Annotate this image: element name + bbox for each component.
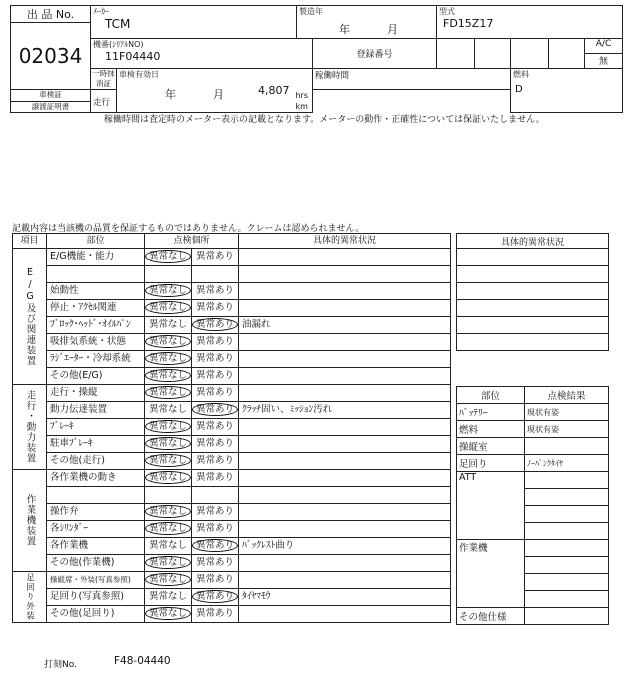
detail-text bbox=[239, 555, 451, 572]
transfer-cert-label: 譲渡証明書 bbox=[11, 101, 91, 113]
inspection-row bbox=[13, 249, 451, 266]
status-abnormal: 異常あり bbox=[196, 336, 235, 347]
part-name: その他(E/G) bbox=[47, 368, 145, 385]
status-normal-cell bbox=[145, 606, 192, 623]
inspection-row bbox=[13, 453, 451, 470]
maker-value: TCM bbox=[105, 17, 131, 31]
year-label: 製造年 bbox=[299, 7, 323, 16]
status-normal: 異常なし bbox=[145, 556, 191, 569]
status-normal-cell bbox=[145, 555, 192, 572]
status-normal-cell bbox=[145, 266, 192, 283]
status-abnormal-cell bbox=[192, 589, 239, 606]
status-normal-cell bbox=[145, 487, 192, 504]
part-name: 走行・操縦 bbox=[47, 385, 145, 402]
inspection-row bbox=[13, 300, 451, 317]
category-work: 作業機装置 bbox=[13, 470, 47, 572]
status-normal: 異常なし bbox=[145, 335, 191, 348]
side-other-label: その他仕様 bbox=[457, 608, 525, 625]
side-att-label: ATT bbox=[457, 472, 525, 540]
status-normal: 異常なし bbox=[149, 404, 188, 415]
status-abnormal: 異常あり bbox=[196, 574, 235, 585]
status-normal-cell bbox=[145, 385, 192, 402]
status-abnormal: 異常あり bbox=[196, 523, 235, 534]
status-normal: 異常なし bbox=[145, 250, 191, 263]
detail-text bbox=[239, 504, 451, 521]
status-abnormal-cell bbox=[192, 402, 239, 419]
part-name: 動力伝達装置 bbox=[47, 402, 145, 419]
part-name: ﾌﾞﾚｰｷ bbox=[47, 419, 145, 436]
status-normal-cell bbox=[145, 589, 192, 606]
status-abnormal: 異常あり bbox=[196, 506, 235, 517]
status-abnormal: 異常あり bbox=[196, 387, 235, 398]
status-normal: 異常なし bbox=[145, 386, 191, 399]
detail-text: ﾀｲﾔﾏﾓｳ bbox=[239, 589, 451, 606]
status-abnormal-cell bbox=[192, 487, 239, 504]
inspection-row bbox=[13, 538, 451, 555]
status-normal-cell bbox=[145, 538, 192, 555]
status-normal-cell bbox=[145, 368, 192, 385]
part-name: その他(作業機) bbox=[47, 555, 145, 572]
part-name: E/G機能・能力 bbox=[47, 249, 145, 266]
inspection-row bbox=[13, 385, 451, 402]
inspection-row bbox=[13, 589, 451, 606]
detail-text bbox=[239, 572, 451, 589]
status-abnormal-cell bbox=[192, 521, 239, 538]
inspection-row bbox=[13, 283, 451, 300]
meter-note: 稼働時間は査定時のメーター表示の記載となります。メーターの動作・正確性については保証いたしません。 bbox=[104, 115, 545, 125]
status-abnormal-cell bbox=[192, 300, 239, 317]
side-part: 操縦室 bbox=[457, 438, 525, 455]
status-normal-cell bbox=[145, 317, 192, 334]
detail-text: ｸﾗｯﾁ固い、ﾐｯｼｮﾝ汚れ bbox=[239, 402, 451, 419]
inspection-row bbox=[13, 368, 451, 385]
model-value: FD15Z17 bbox=[443, 17, 494, 30]
status-normal-cell bbox=[145, 283, 192, 300]
status-abnormal: 異常あり bbox=[196, 557, 235, 568]
month-unit: 月 bbox=[387, 23, 398, 36]
status-abnormal: 異常あり bbox=[192, 318, 238, 331]
valid-label: 車検有効日 bbox=[119, 70, 159, 79]
inspection-row bbox=[13, 555, 451, 572]
detail-text bbox=[239, 266, 451, 283]
travel-label: 走行 bbox=[93, 98, 111, 108]
status-normal: 異常なし bbox=[145, 420, 191, 433]
status-normal-cell bbox=[145, 436, 192, 453]
side-part-header: 部位 bbox=[457, 387, 525, 404]
status-normal: 異常なし bbox=[145, 573, 191, 586]
status-normal: 異常なし bbox=[145, 505, 191, 518]
vehicle-header-table bbox=[10, 5, 623, 113]
part-name: 各ｼﾘﾝﾀﾞｰ bbox=[47, 521, 145, 538]
status-abnormal-cell bbox=[192, 606, 239, 623]
detail-text bbox=[239, 334, 451, 351]
category-feet: 足回り外装 bbox=[13, 572, 47, 623]
status-abnormal-cell bbox=[192, 453, 239, 470]
part-name: 各作業機の動き bbox=[47, 470, 145, 487]
inspection-row bbox=[13, 351, 451, 368]
side-part: ﾊﾞｯﾃﾘｰ bbox=[457, 404, 525, 421]
stock-no-cell bbox=[11, 23, 91, 90]
inspection-row bbox=[13, 419, 451, 436]
status-normal-cell bbox=[145, 402, 192, 419]
status-abnormal: 異常あり bbox=[192, 590, 238, 603]
status-abnormal-cell bbox=[192, 470, 239, 487]
status-normal-cell bbox=[145, 334, 192, 351]
inspection-row bbox=[13, 504, 451, 521]
status-abnormal-cell bbox=[192, 317, 239, 334]
status-normal: 異常なし bbox=[149, 319, 188, 330]
status-abnormal: 異常あり bbox=[192, 403, 238, 416]
status-normal-cell bbox=[145, 453, 192, 470]
detail-text bbox=[239, 606, 451, 623]
year-unit: 年 bbox=[339, 23, 350, 36]
manufacture-year-cell bbox=[297, 6, 437, 39]
detail-text bbox=[239, 283, 451, 300]
side-detail-header: 具体的異常状況 bbox=[457, 234, 609, 249]
status-abnormal-cell bbox=[192, 334, 239, 351]
status-abnormal-cell bbox=[192, 538, 239, 555]
detail-text bbox=[239, 249, 451, 266]
status-abnormal-cell bbox=[192, 436, 239, 453]
part-name: ﾌﾞﾛｯｸ･ﾍｯﾄﾞ･ｵｲﾙﾊﾟﾝ bbox=[47, 317, 145, 334]
status-normal: 異常なし bbox=[145, 284, 191, 297]
fuel-label: 燃料 bbox=[513, 70, 529, 79]
valid-month-unit: 月 bbox=[213, 88, 224, 101]
km-unit: km bbox=[295, 102, 308, 111]
inspection-row bbox=[13, 334, 451, 351]
status-abnormal-cell bbox=[192, 419, 239, 436]
status-normal: 異常なし bbox=[145, 522, 191, 535]
category-eg: E/G及び関連装置 bbox=[13, 249, 47, 385]
inspection-table bbox=[12, 233, 451, 623]
fuel-cell bbox=[511, 69, 623, 113]
ac-value: 無 bbox=[585, 54, 623, 69]
inspection-row bbox=[13, 266, 451, 283]
col-check-header: 点検個所 bbox=[145, 234, 239, 249]
part-name bbox=[47, 266, 145, 283]
side-result: 現状有姿 bbox=[525, 404, 609, 421]
part-name bbox=[47, 487, 145, 504]
stamp-label: 打刻No. bbox=[44, 660, 77, 670]
part-name: 操作弁 bbox=[47, 504, 145, 521]
ac-label: A/C bbox=[585, 39, 623, 54]
inspection-row bbox=[13, 402, 451, 419]
status-abnormal: 異常あり bbox=[196, 608, 235, 619]
detail-text: ﾊﾞｯｸﾚｽﾄ曲り bbox=[239, 538, 451, 555]
status-abnormal-cell bbox=[192, 249, 239, 266]
category-drive: 走行・動力装置 bbox=[13, 385, 47, 470]
detail-text bbox=[239, 487, 451, 504]
part-name: ﾗｼﾞｴｰﾀｰ・冷却系統 bbox=[47, 351, 145, 368]
maker-label: ﾒｰｶｰ bbox=[93, 7, 109, 16]
status-abnormal: 異常あり bbox=[196, 438, 235, 449]
status-abnormal: 異常あり bbox=[196, 285, 235, 296]
side-detail-table bbox=[456, 233, 609, 351]
status-normal: 異常なし bbox=[145, 437, 191, 450]
side-result bbox=[525, 438, 609, 455]
part-name: その他(足回り) bbox=[47, 606, 145, 623]
status-abnormal-cell bbox=[192, 283, 239, 300]
side-part: 燃料 bbox=[457, 421, 525, 438]
hours-unit: hrs bbox=[295, 91, 308, 100]
status-normal: 異常なし bbox=[145, 369, 191, 382]
side-work-label: 作業機 bbox=[457, 540, 525, 608]
status-abnormal: 異常あり bbox=[196, 421, 235, 432]
fuel-value: D bbox=[515, 84, 523, 95]
inspection-row bbox=[13, 521, 451, 538]
reg-label: 登録番号 bbox=[313, 39, 437, 69]
side-part: 足回り bbox=[457, 455, 525, 472]
quality-note: 記載内容は当該機の品質を保証するものではありません。クレームは認められません。 bbox=[12, 224, 365, 234]
inspection-row bbox=[13, 436, 451, 453]
status-abnormal-cell bbox=[192, 385, 239, 402]
serial-label: 機番(ｼﾘｱﾙNO) bbox=[93, 40, 144, 49]
status-normal-cell bbox=[145, 521, 192, 538]
status-abnormal: 異常あり bbox=[196, 251, 235, 262]
detail-text bbox=[239, 300, 451, 317]
part-name: 駐車ﾌﾞﾚｰｷ bbox=[47, 436, 145, 453]
stock-no-label: 出 品 No. bbox=[11, 6, 91, 23]
detail-text bbox=[239, 436, 451, 453]
detail-text bbox=[239, 470, 451, 487]
status-normal-cell bbox=[145, 504, 192, 521]
side-result-header: 点検結果 bbox=[525, 387, 609, 404]
hours-value: 4,807 bbox=[257, 84, 290, 97]
detail-text bbox=[239, 521, 451, 538]
inspection-row bbox=[13, 470, 451, 487]
part-name: 吸排気系統・状態 bbox=[47, 334, 145, 351]
inspection-cert-label: 車検証 bbox=[11, 90, 91, 102]
status-abnormal-cell bbox=[192, 266, 239, 283]
status-normal-cell bbox=[145, 351, 192, 368]
serial-cell bbox=[91, 39, 313, 69]
part-name: 始動性 bbox=[47, 283, 145, 300]
status-normal-cell bbox=[145, 249, 192, 266]
side-result-table bbox=[456, 386, 609, 625]
status-normal: 異常なし bbox=[145, 607, 191, 620]
stock-no-value: 02034 bbox=[18, 44, 83, 68]
status-normal-cell bbox=[145, 572, 192, 589]
status-abnormal: 異常あり bbox=[192, 539, 238, 552]
status-normal: 異常なし bbox=[145, 454, 191, 467]
part-name: 各作業機 bbox=[47, 538, 145, 555]
detail-text bbox=[239, 453, 451, 470]
status-normal: 異常なし bbox=[145, 301, 191, 314]
status-normal: 異常なし bbox=[149, 591, 188, 602]
status-abnormal-cell bbox=[192, 572, 239, 589]
status-abnormal-cell bbox=[192, 555, 239, 572]
status-normal: 異常なし bbox=[145, 471, 191, 484]
status-abnormal-cell bbox=[192, 351, 239, 368]
temp-plate-label: 一時抹消証 bbox=[92, 69, 115, 88]
stamp-value: F48-04440 bbox=[114, 655, 171, 667]
part-name: 停止・ｱｸｾﾙ関連 bbox=[47, 300, 145, 317]
status-normal-cell bbox=[145, 470, 192, 487]
inspection-row bbox=[13, 572, 451, 589]
status-abnormal-cell bbox=[192, 368, 239, 385]
status-normal-cell bbox=[145, 300, 192, 317]
col-detail-header: 具体的異常状況 bbox=[239, 234, 451, 249]
status-abnormal-cell bbox=[192, 504, 239, 521]
detail-text bbox=[239, 419, 451, 436]
status-abnormal: 異常あり bbox=[196, 455, 235, 466]
serial-value: 11F04440 bbox=[105, 50, 161, 63]
detail-text bbox=[239, 385, 451, 402]
col-item-header: 項目 bbox=[13, 234, 47, 249]
status-abnormal: 異常あり bbox=[196, 472, 235, 483]
detail-text bbox=[239, 351, 451, 368]
part-name: その他(走行) bbox=[47, 453, 145, 470]
part-name: 操縦席・外装(写真参照) bbox=[47, 572, 145, 589]
inspection-row bbox=[13, 487, 451, 504]
valid-year-unit: 年 bbox=[165, 88, 176, 101]
status-normal-cell bbox=[145, 419, 192, 436]
status-normal: 異常なし bbox=[145, 352, 191, 365]
status-normal: 異常なし bbox=[149, 540, 188, 551]
maker-cell bbox=[91, 6, 297, 39]
status-abnormal: 異常あり bbox=[196, 353, 235, 364]
side-result: 現状有姿 bbox=[525, 421, 609, 438]
hours-label: 稼働時間 bbox=[313, 69, 511, 90]
col-part-header: 部位 bbox=[47, 234, 145, 249]
inspection-row bbox=[13, 317, 451, 334]
model-cell bbox=[437, 6, 623, 39]
status-abnormal: 異常あり bbox=[196, 370, 235, 381]
part-name: 足回り(写真参照) bbox=[47, 589, 145, 606]
side-result: ﾉｰﾊﾟﾝｸﾀｲﾔ bbox=[525, 455, 609, 472]
detail-text: 油漏れ bbox=[239, 317, 451, 334]
inspection-row bbox=[13, 606, 451, 623]
model-label: 型式 bbox=[439, 7, 455, 16]
detail-text bbox=[239, 368, 451, 385]
status-abnormal: 異常あり bbox=[196, 302, 235, 313]
